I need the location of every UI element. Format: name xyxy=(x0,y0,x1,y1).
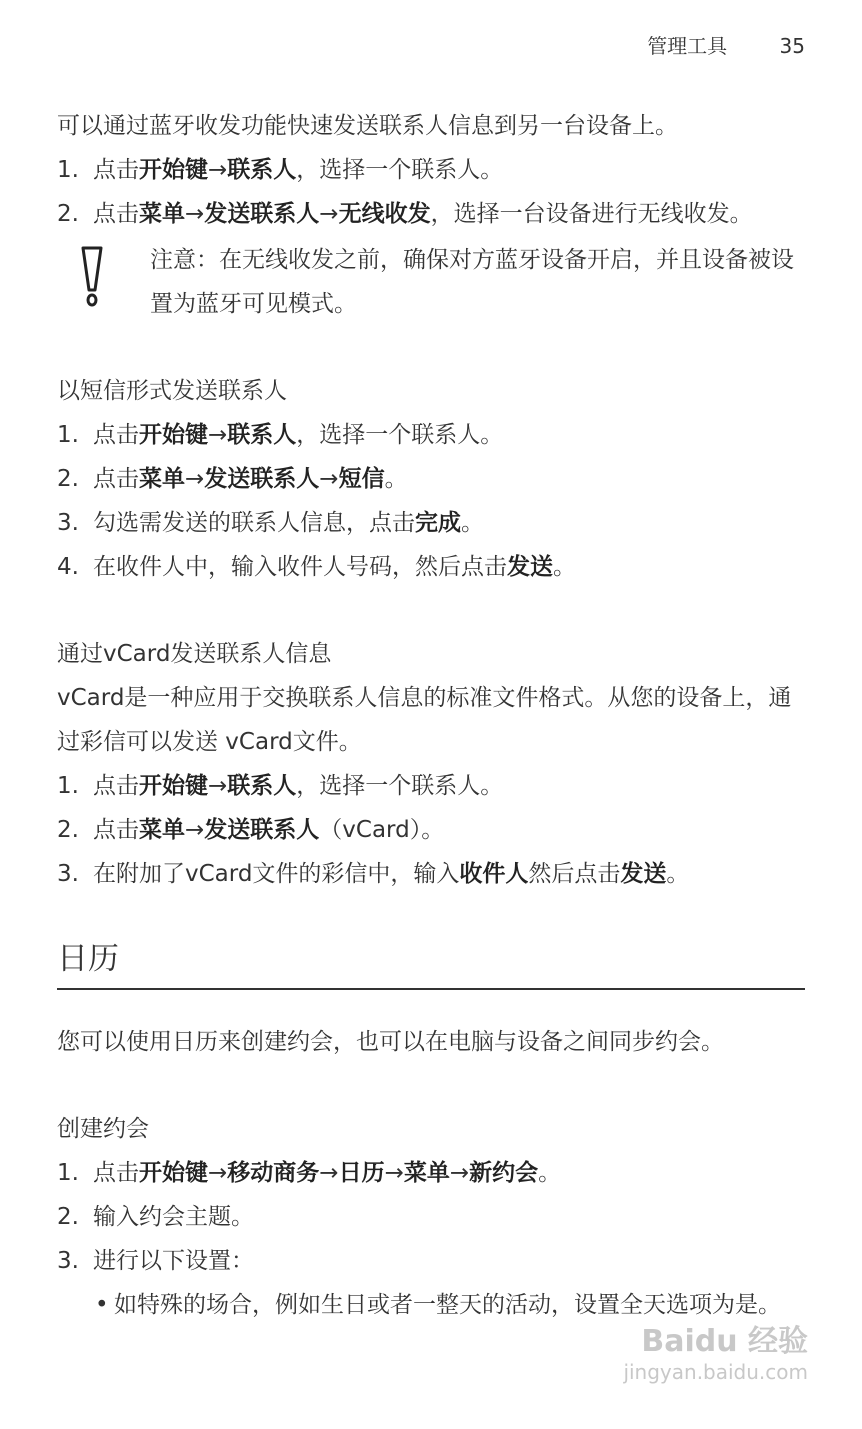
sms-step-1: 1. 点击开始键→联系人，选择一个联系人。 xyxy=(57,422,504,448)
section-title: 管理工具 xyxy=(647,34,728,58)
exclamation-icon xyxy=(80,246,104,308)
calendar-step-3: 3. 进行以下设置： xyxy=(57,1248,254,1274)
page-header xyxy=(647,30,805,59)
sms-step-3: 3. 勾选需发送的联系人信息，点击完成。 xyxy=(57,510,484,536)
sms-heading: 以短信形式发送联系人 xyxy=(57,378,287,404)
bluetooth-step-1: 1. 点击开始键→联系人，选择一个联系人。 xyxy=(57,157,504,183)
bullet-dot: • xyxy=(95,1292,109,1318)
allday-bullet-text: 如特殊的场合，例如生日或者一整天的活动，设置全天选项为是。 xyxy=(114,1292,781,1318)
calendar-intro: 您可以使用日历来创建约会，也可以在电脑与设备之间同步约会。 xyxy=(57,1029,724,1055)
note-text: 注意：在无线收发之前，确保对方蓝牙设备开启，并且设备被设置为蓝牙可见模式。 xyxy=(150,247,794,317)
watermark-url: jingyan.baidu.com xyxy=(623,1360,808,1384)
page-content xyxy=(57,104,805,1327)
bluetooth-intro: 可以通过蓝牙收发功能快速发送联系人信息到另一台设备上。 xyxy=(57,113,678,139)
baidu-watermark xyxy=(623,1316,808,1384)
sms-step-2: 2. 点击菜单→发送联系人→短信。 xyxy=(57,466,408,492)
vcard-heading: 通过vCard发送联系人信息 xyxy=(57,641,332,667)
calendar-step-1: 1. 点击开始键→移动商务→日历→菜单→新约会。 xyxy=(57,1160,562,1186)
vcard-step-3: 3. 在附加了vCard文件的彩信中，输入收件人然后点击发送。 xyxy=(57,861,690,887)
sms-step-4: 4. 在收件人中，输入收件人号码，然后点击发送。 xyxy=(57,554,576,580)
create-appointment-heading: 创建约会 xyxy=(57,1116,149,1142)
note-block xyxy=(57,238,805,326)
vcard-intro: vCard是一种应用于交换联系人信息的标准文件格式。从您的设备上，通过彩信可以发送 vCard文件。 xyxy=(57,685,792,755)
bluetooth-step-2: 2. 点击菜单→发送联系人→无线收发，选择一台设备进行无线收发。 xyxy=(57,201,753,227)
vcard-step-1: 1. 点击开始键→联系人，选择一个联系人。 xyxy=(57,773,504,799)
calendar-step-2: 2. 输入约会主题。 xyxy=(57,1204,254,1230)
calendar-title: 日历 xyxy=(57,939,805,990)
vcard-step-2: 2. 点击菜单→发送联系人（vCard）。 xyxy=(57,817,445,843)
page-number: 35 xyxy=(779,34,805,58)
watermark-brand: Baidu 经验 xyxy=(641,1324,808,1359)
